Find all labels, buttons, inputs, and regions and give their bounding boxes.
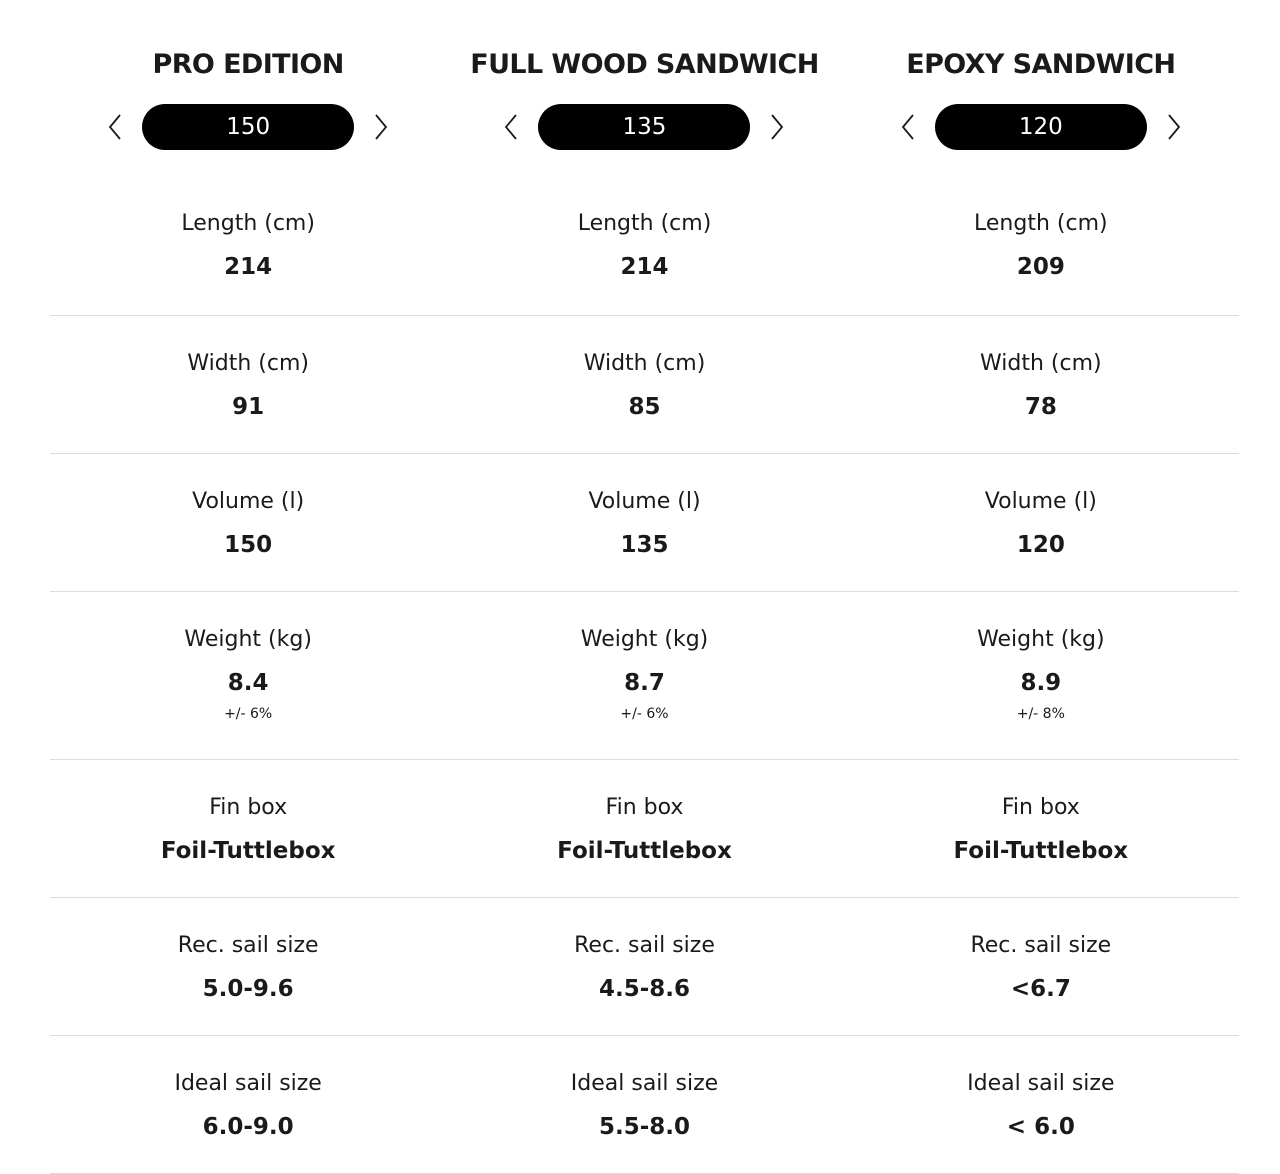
spec-cell [446, 0, 842, 315]
spec-value: 5.0-9.6 [202, 976, 294, 1002]
spec-label: Length (cm) [577, 211, 712, 236]
spec-label: Rec. sail size [574, 933, 715, 958]
spec-label: Width (cm) [980, 351, 1102, 376]
weight-tolerance: +/- 6% [224, 706, 273, 722]
spec-cell [50, 454, 446, 591]
size-pill[interactable]: 135 [538, 104, 750, 150]
spec-label: Volume (l) [588, 489, 701, 514]
spec-value: 214 [224, 254, 273, 280]
size-pill[interactable]: 120 [935, 104, 1147, 150]
spec-cell [446, 454, 842, 591]
spec-cell [843, 592, 1239, 759]
spec-value: Foil-Tuttlebox [953, 838, 1129, 864]
spec-cell [446, 592, 842, 759]
spec-cell [50, 0, 446, 315]
spec-comparison-table [50, 0, 1239, 1174]
spec-value: 91 [232, 394, 265, 420]
spec-label: Width (cm) [187, 351, 309, 376]
spec-label: Volume (l) [984, 489, 1097, 514]
spec-label: Ideal sail size [967, 1071, 1115, 1096]
spec-value: Foil-Tuttlebox [557, 838, 732, 864]
spec-row-rec-sail-size [50, 898, 1239, 1036]
spec-value: 209 [1016, 254, 1065, 280]
spec-label: Ideal sail size [570, 1071, 719, 1096]
spec-row-ideal-sail-size [50, 1036, 1239, 1174]
spec-value: < 6.0 [1006, 1114, 1075, 1140]
spec-value: 8.4 [227, 670, 269, 696]
spec-value: 120 [1016, 532, 1065, 558]
spec-cell [843, 316, 1239, 453]
spec-cell [50, 760, 446, 897]
spec-value: 150 [224, 532, 273, 558]
spec-value: 6.0-9.0 [202, 1114, 294, 1140]
spec-label: Rec. sail size [177, 933, 319, 958]
spec-cell [50, 316, 446, 453]
spec-cell [446, 760, 842, 897]
spec-value: 214 [620, 254, 669, 280]
spec-label: Length (cm) [181, 211, 315, 236]
spec-value: 135 [620, 532, 669, 558]
model-title: PRO EDITION [152, 49, 344, 80]
spec-label: Rec. sail size [970, 933, 1112, 958]
spec-cell [446, 316, 842, 453]
spec-value: 78 [1024, 394, 1057, 420]
spec-value: 4.5-8.6 [598, 976, 691, 1002]
spec-value: 8.9 [1020, 670, 1062, 696]
spec-label: Weight (kg) [184, 627, 312, 652]
spec-cell [50, 1036, 446, 1173]
spec-row-weight [50, 592, 1239, 760]
weight-tolerance: +/- 6% [620, 706, 669, 722]
spec-value: 5.5-8.0 [598, 1114, 691, 1140]
size-pill[interactable]: 150 [142, 104, 354, 150]
spec-label: Volume (l) [192, 489, 305, 514]
spec-label: Fin box [1001, 795, 1080, 820]
spec-cell [50, 898, 446, 1035]
spec-label: Ideal sail size [174, 1071, 322, 1096]
spec-row-length [50, 186, 1239, 316]
spec-cell [843, 0, 1239, 315]
spec-cell [843, 760, 1239, 897]
spec-value: <6.7 [1010, 976, 1071, 1002]
spec-cell [843, 1036, 1239, 1173]
spec-label: Fin box [605, 795, 684, 820]
spec-row-fin-box [50, 760, 1239, 898]
spec-label: Weight (kg) [977, 627, 1105, 652]
model-title: EPOXY SANDWICH [906, 49, 1176, 80]
spec-label: Width (cm) [583, 351, 706, 376]
spec-cell [843, 454, 1239, 591]
spec-value: 8.7 [624, 670, 665, 696]
spec-value: Foil-Tuttlebox [160, 838, 336, 864]
spec-cell [446, 1036, 842, 1173]
spec-label: Fin box [209, 795, 288, 820]
spec-cell [50, 592, 446, 759]
spec-row-volume [50, 454, 1239, 592]
spec-cell [446, 898, 842, 1035]
weight-tolerance: +/- 8% [1016, 706, 1065, 722]
spec-label: Length (cm) [974, 211, 1108, 236]
model-title: FULL WOOD SANDWICH [470, 49, 819, 80]
spec-value: 85 [628, 394, 661, 420]
spec-row-width [50, 316, 1239, 454]
spec-label: Weight (kg) [580, 627, 709, 652]
spec-cell [843, 898, 1239, 1035]
